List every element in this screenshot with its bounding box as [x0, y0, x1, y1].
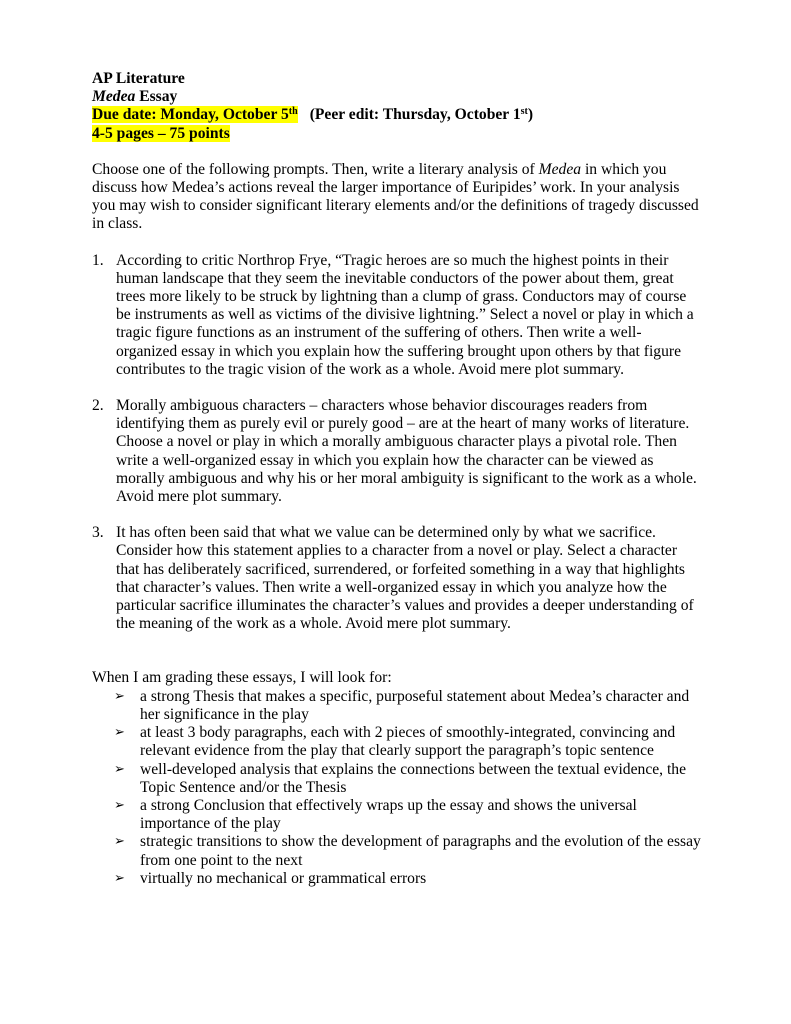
intro-paragraph: [92, 161, 701, 234]
criteria-text: strategic transitions to show the development of paragraphs and the evolution of the essay from one point to the next: [140, 833, 701, 869]
document-header: [92, 70, 701, 143]
criteria-item: [92, 797, 701, 833]
arrow-bullet-icon: ➢: [114, 761, 125, 777]
prompt-item: [92, 524, 701, 633]
length-line: [92, 125, 701, 143]
criteria-text: a strong Conclusion that effectively wraps up the essay and shows the universal importance of the play: [140, 796, 637, 833]
criteria-item: [92, 833, 701, 869]
due-date-suffix: th: [288, 106, 298, 118]
criteria-text: at least 3 body paragraphs, each with 2 pieces of smoothly-integrated, convincing and relevant evidence from the play that clearly support the paragraph’s topic sentence: [140, 724, 676, 760]
criteria-item: [92, 761, 701, 797]
intro-work: Medea: [538, 160, 582, 178]
length-points: 4-5 pages – 75 points: [92, 124, 230, 142]
due-date: Due date: Monday, October 5: [92, 106, 289, 124]
criteria-item: [92, 870, 701, 888]
intro-part1: Choose one of the following prompts. Then, write a literary analysis of: [92, 160, 539, 178]
criteria-item: [92, 724, 701, 760]
prompt-item: [92, 397, 701, 506]
prompt-number: 2.: [92, 397, 104, 415]
criteria-text: well-developed analysis that explains the connections between the textual evidence, the Topic Sentence and/or the Thesis: [140, 760, 687, 796]
essay-title-work: Medea: [92, 88, 136, 106]
arrow-bullet-icon: ➢: [114, 797, 125, 813]
essay-title-rest: Essay: [135, 88, 178, 106]
prompt-list: [92, 252, 701, 634]
peer-edit-date: [310, 106, 533, 123]
arrow-bullet-icon: ➢: [114, 834, 125, 850]
arrow-bullet-icon: ➢: [114, 725, 125, 741]
prompt-text: It has often been said that what we value can be determined only by what we sacrifice. Consider how this statement applies to a character from a novel or play. Select a character that has deliberately sacrificed, surrendered, or forfeited something in a way that highlights that character’s values. Then write a well-organized essay in which you analyze how the particular sacrifice illuminates the character’s values and provides a deeper understanding of the meaning of the work as a whole. Avoid mere plot summary.: [116, 524, 694, 633]
prompt-number: 3.: [92, 524, 104, 542]
prompt-number: 1.: [92, 251, 104, 269]
prompt-item: [92, 252, 701, 379]
arrow-bullet-icon: ➢: [114, 688, 125, 704]
peer-edit-text: (Peer edit: Thursday, October 1: [309, 106, 521, 124]
course-name: AP Literature: [92, 70, 185, 87]
prompt-text: Morally ambiguous characters – characters whose behavior discourages readers from identifying them as purely evil or purely good – are at the heart of many works of literature. Choose a novel or play in which a morally ambiguous character plays a pivotal role. Then write a well-organized essay in which you explain how the character can be viewed as morally ambiguous and why his or her moral ambiguity is significant to the work as a whole. Avoid mere plot summary.: [116, 397, 697, 506]
criteria-item: [92, 688, 701, 724]
grading-section: [92, 669, 701, 887]
intro-part2: in which you discuss how Medea’s actions reveal the larger importance of Euripides’ work. In your analysis you may wish to consider significant literary elements and/or the definitions of tragedy discussed in class.: [92, 160, 699, 233]
due-date-line: [92, 106, 701, 124]
criteria-text: a strong Thesis that makes a specific, purposeful statement about Medea’s character and her significance in the play: [140, 687, 690, 723]
essay-title: [92, 88, 701, 106]
grading-lead: When I am grading these essays, I will look for:: [92, 669, 392, 687]
peer-edit-close: ): [527, 106, 534, 124]
grading-criteria-list: [92, 688, 701, 888]
due-date-highlight: [92, 106, 298, 123]
criteria-text: virtually no mechanical or grammatical errors: [140, 869, 427, 887]
arrow-bullet-icon: ➢: [114, 870, 125, 886]
prompt-text: According to critic Northrop Frye, “Tragic heroes are so much the highest points in their human landscape that they seem the inevitable conductors of the power about them, great trees more likely to be struck by lightning than a clump of grass. Conductors may of course be instruments as well as victims of the divisive lightning.” Select a novel or play in which a tragic figure functions as an instrument of the suffering of others. Then write a well-organized essay in which you explain how the suffering brought upon others by that figure contributes to the tragic vision of the work as a whole. Avoid mere plot summary.: [116, 251, 694, 378]
peer-edit-suffix: st: [520, 106, 528, 118]
